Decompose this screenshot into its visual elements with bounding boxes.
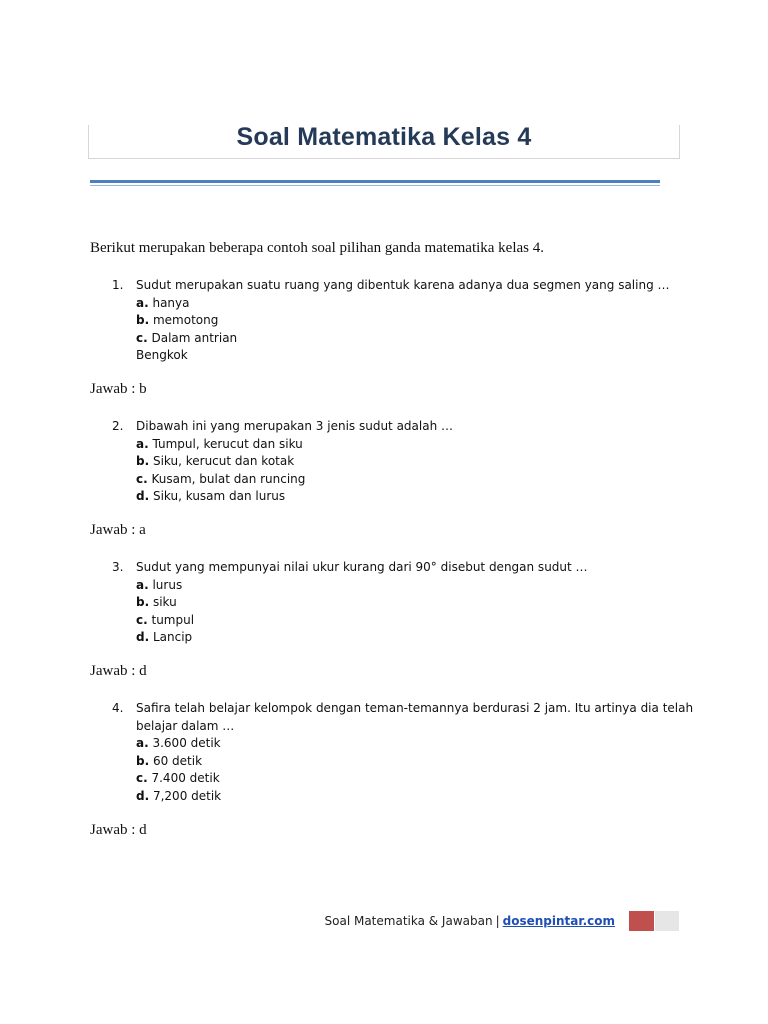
option-a: a. 3.600 detik [136, 736, 221, 750]
option-a: a. Tumpul, kerucut dan siku [136, 436, 303, 451]
option-c: c. Dalam antrian [136, 330, 238, 345]
option-d: Bengkok [136, 348, 188, 362]
option-c: c. Kusam, bulat dan runcing [136, 471, 306, 486]
question-number: 4. [112, 701, 124, 715]
option-b: b. 60 detik [136, 753, 203, 768]
answer-1: Jawab : b [90, 381, 147, 397]
question-text: Dibawah ini yang merupakan 3 jenis sudut adalah … [136, 419, 454, 433]
answer-4: Jawab : d [90, 822, 147, 838]
footer-accent-block [629, 911, 654, 931]
option-a: a. hanya [136, 295, 190, 310]
footer-separator: | [495, 914, 500, 928]
title-box [88, 125, 680, 159]
footer-text: Soal Matematika & Jawaban [324, 914, 493, 928]
question-text: Sudut yang mempunyai nilai ukur kurang dari 90° disebut dengan sudut … [136, 560, 588, 574]
option-d: d. 7,200 detik [136, 788, 222, 803]
option-b: b. siku [136, 595, 177, 609]
question-1 [112, 277, 670, 365]
option-b: b. memotong [136, 313, 219, 327]
question-2 [112, 418, 453, 506]
question-4 [112, 700, 693, 805]
question-number: 1. [112, 278, 124, 292]
option-b: b. Siku, kerucut dan kotak [136, 454, 295, 468]
option-d: d. Lancip [136, 630, 193, 644]
title-underline [90, 180, 660, 183]
answer-3: Jawab : d [90, 663, 147, 679]
option-c: c. tumpul [136, 612, 195, 627]
question-text: Sudut merupakan suatu ruang yang dibentuk karena adanya dua segmen yang saling … [136, 278, 670, 292]
intro-paragraph: Berikut merupakan beberapa contoh soal pilihan ganda matematika kelas 4. [90, 240, 545, 256]
title-underline-thin [90, 185, 660, 186]
option-a: a. lurus [136, 577, 183, 592]
footer-grey-block [655, 911, 679, 931]
footer-link[interactable]: dosenpintar.com [502, 914, 615, 928]
option-c: c. 7.400 detik [136, 771, 220, 785]
question-number: 3. [112, 560, 124, 574]
page-title: Soal Matematika Kelas 4 [236, 123, 532, 151]
question-number: 2. [112, 419, 124, 433]
question-text-continued: belajar dalam … [136, 718, 235, 733]
page-footer [325, 914, 615, 928]
question-text: Safira telah belajar kelompok dengan teman-temannya berdurasi 2 jam. Itu artinya dia telah [136, 701, 694, 715]
question-3 [112, 559, 588, 647]
answer-2: Jawab : a [90, 522, 146, 538]
option-d: d. Siku, kusam dan lurus [136, 489, 286, 503]
